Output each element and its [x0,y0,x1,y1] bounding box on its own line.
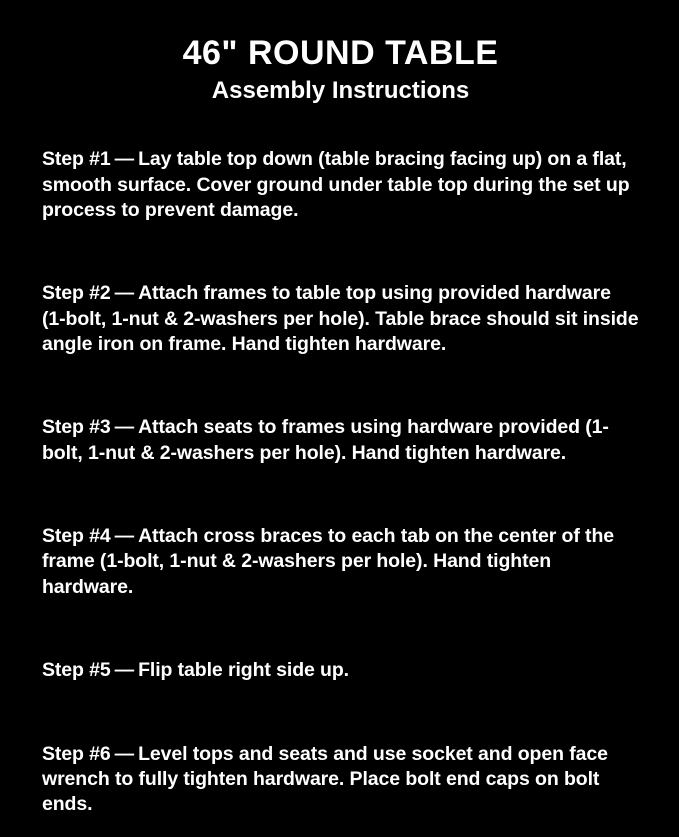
step-label: Step #1 [42,148,111,171]
step-item [42,281,639,357]
step-separator: — [114,525,135,548]
step-label: Step #5 [42,659,111,682]
step-separator: — [114,282,135,305]
step-item [42,742,639,818]
step-separator: — [114,742,135,765]
step-text: Attach frames to table top using provided hardware (1-bolt, 1-nut & 2-washers per hole). Table brace should sit inside angle iron on frame. Hand tighten hardware. [42,282,639,356]
step-item [42,524,639,600]
step-item [42,147,639,223]
step-separator: — [114,416,135,439]
page-subtitle: Assembly Instructions [211,77,470,105]
step-separator: — [114,148,135,171]
steps-list [42,128,639,837]
step-item [42,415,639,466]
step-text: Flip table right side up. [138,659,350,682]
step-text: Level tops and seats and use socket and open face wrench to fully tighten hardware. Place bolt end caps on bolt ends. [42,742,608,816]
step-item [42,658,639,683]
step-text: Lay table top down (table bracing facing up) on a flat, smooth surface. Cover ground under table top during the set up process to prevent damage. [42,148,630,222]
step-label: Step #6 [42,742,111,765]
step-label: Step #2 [42,282,111,305]
step-separator: — [114,659,135,682]
step-text: Attach seats to frames using hardware provided (1-bolt, 1-nut & 2-washers per hole). Hand tighten hardware. [42,416,609,464]
step-text: Attach cross braces to each tab on the center of the frame (1-bolt, 1-nut & 2-washers per hole). Hand tighten hardware. [42,525,614,598]
page-title: 46" ROUND TABLE [182,34,499,72]
step-label: Step #4 [42,525,111,548]
step-label: Step #3 [42,416,111,439]
